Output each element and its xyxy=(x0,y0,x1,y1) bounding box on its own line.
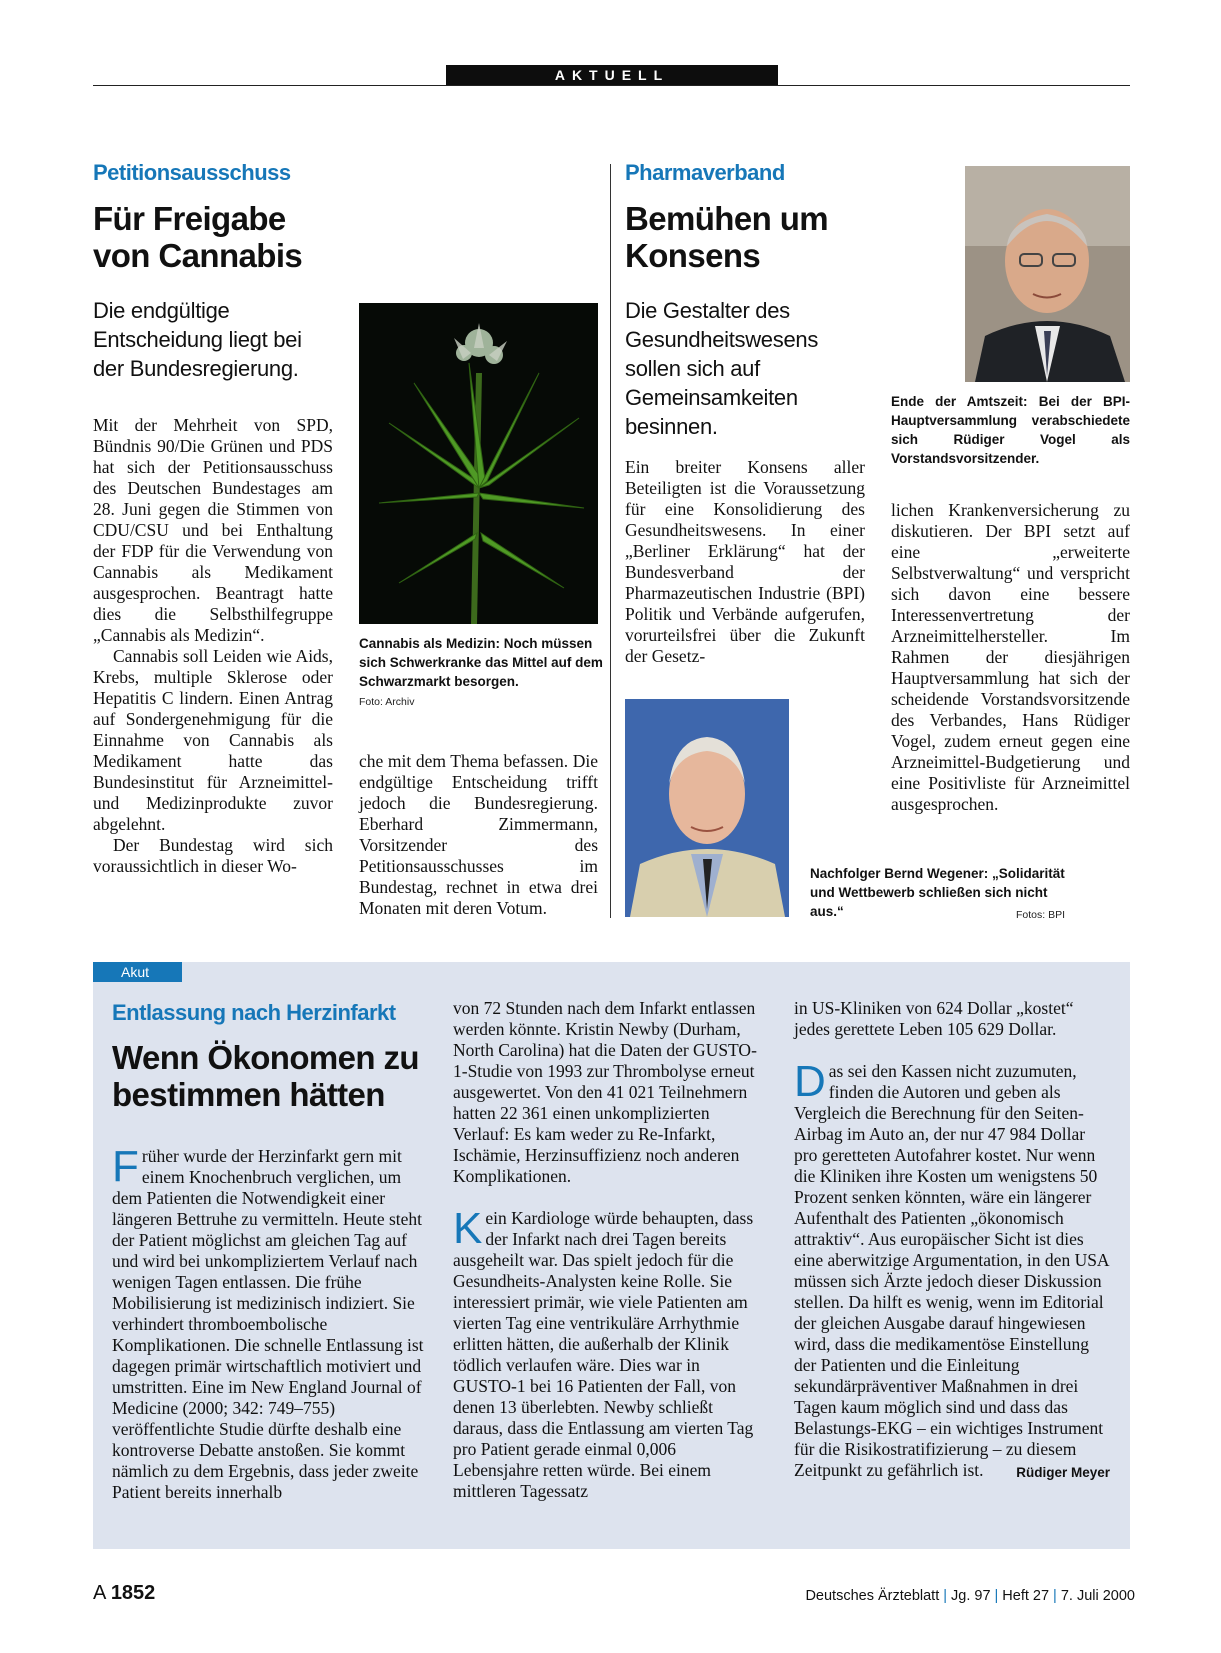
page-number xyxy=(93,1582,155,1605)
portrait-icon xyxy=(965,166,1130,382)
article1-headline xyxy=(93,200,393,274)
article3-col3-p1: in US-Kliniken von 624 Dollar „kostet“ jedes gerettete Leben 105 629 Dollar. xyxy=(794,998,1074,1039)
article1-p1: Mit der Mehrheit von SPD, Bündnis 90/Die Grünen und PDS hat sich der Petitionsausschuss des Deutschen Bundestages am 28. Juni gegen die Stimmen von CDU/CSU und bei Enthaltung der FDP für die Verwendung von Cannabis als Medikament ausgesprochen. Beantragt hatte dies die Selbsthilfegruppe „Cannabis als Medizin“. xyxy=(93,415,333,645)
vogel-portrait-photo xyxy=(965,166,1130,382)
article1-p2: Cannabis soll Leiden wie Aids, Krebs, multiple Sklerose oder Hepatitis C lindern. Einen Antrag auf Sondergenehmigung für die Einnahme von Cannabis als Medikament hatte das Bundesinstitut für Arzneimittel- und Medizinprodukte zuvor abgelehnt. xyxy=(93,646,333,834)
section-label: AKTUELL xyxy=(446,65,778,85)
article3-col1 xyxy=(112,1142,424,1503)
article2-headline-line2: Konsens xyxy=(625,237,761,274)
article3-col2-p1: von 72 Stunden nach dem Infarkt entlassen werden könnte. Kristin Newby (Durham, North Carolina) hat die Daten der GUSTO-1-Studie von 1993 zur Thrombolyse erneut ausgewertet. Von den 41 021 Teilnehmern hatten 22 361 einen unkomplizierten Verlauf: Es kam weder zu Re-Infarkt, Ischämie, Herzinsuffizienz noch anderen Komplikationen. xyxy=(453,998,757,1186)
journal-volume: Jg. 97 xyxy=(951,1588,991,1604)
article1-caption-text: Cannabis als Medizin: Noch müssen sich Schwerkranke das Mittel auf dem Schwarzmarkt besorgen. xyxy=(359,636,603,689)
article3-col3-p2 xyxy=(794,1057,1110,1481)
article3-headline xyxy=(112,1039,432,1113)
journal-date: 7. Juli 2000 xyxy=(1060,1588,1135,1604)
article2-kicker: Pharmaverband xyxy=(625,160,785,185)
article3-col2-text: ein Kardiologe würde behaupten, dass der Infarkt nach drei Tagen bereits ausgeheilt war. Das spielt jedoch für die Gesundheits-Analysten keine Rolle. Sie interessiert primär, wie viele Patienten am vierten Tag eine ventrikuläre Arrhythmie erlitten hätten, die außerhalb der Klinik tödlich verlaufen wäre. Dies war in GUSTO-1 bei 16 Patienten der Fall, von denen 13 überlebten. Newby schließt daraus, dass die Entlassung am vierten Tag pro Patient gerade einmal 0,006 Lebensjahre retten würde. Bei einem mittleren Tagessatz xyxy=(453,1208,754,1501)
article3-col2 xyxy=(453,998,765,1502)
article1-photo-credit: Foto: Archiv xyxy=(359,696,415,708)
article3-col1-text: rüher wurde der Herzinfarkt gern mit einem Knochenbruch verglichen, um dem Patienten die Notwendigkeit einer längeren Bettruhe zu vermitteln. Heute steht der Patient möglichst am gleichen Tag auf und wird bei unkompliziertem Verlauf nach wenigen Tagen entlassen. Die frühe Mobilisierung ist medizinisch indiziert. Sie verhindert thromboembolische Komplikationen. Die schnelle Entlassung ist dagegen primär wirtschaftlich motiviert und umstritten. Eine im New England Journal of Medicine (2000; 342: 749–755) veröffentlichte Studie dürfte deshalb eine kontroverse Debatte anstoßen. Sie kommt nämlich zu dem Ergebnis, dass jeder zweite Patient bereits innerhalb xyxy=(112,1146,424,1502)
page-number-value: 1852 xyxy=(110,1582,156,1604)
article1-col1 xyxy=(93,415,333,877)
journal-issue: Heft 27 xyxy=(1002,1588,1050,1604)
article2-col2-p1: lichen Krankenversicherung zu diskutieren. Der BPI setzt auf eine „erweiterte Selbstverwaltung“ und verspricht sich davon eine bessere Interessenvertretung der Arzneimittelhersteller. Im Rahmen der diesjährigen Hauptversammlung hat sich der scheidende Vorstandsvorsitzende des Verbandes, Hans Rüdiger Vogel, zudem erneut gegen eine Arzneimittel-Budgetierung und eine Positivliste für Arzneimittel ausgesprochen. xyxy=(891,500,1130,814)
column-divider xyxy=(610,164,611,918)
akut-tab: Akut xyxy=(93,962,182,982)
article3-headline-line1: Wenn Ökonomen zu xyxy=(112,1039,419,1076)
dropcap-d: D xyxy=(794,1057,826,1106)
article2-headline xyxy=(625,200,925,274)
author-byline: Rüdiger Meyer xyxy=(1016,1465,1110,1480)
article1-kicker: Petitionsausschuss xyxy=(93,160,291,185)
article3-headline-line2: bestimmen hätten xyxy=(112,1076,385,1113)
cannabis-leaf-icon xyxy=(359,303,598,624)
article2-col2 xyxy=(891,500,1130,815)
article1-col2 xyxy=(359,751,598,919)
article1-col2-p1: che mit dem Thema befassen. Die endgültige Entscheidung trifft jedoch die Bundesregierung. Eberhard Zimmermann, Vorsitzender des Petitionsausschusses im Bundestag, rechnet in etwa drei Monaten mit deren Votum. xyxy=(359,751,598,918)
cannabis-photo xyxy=(359,303,598,624)
article2-caption2 xyxy=(810,864,1065,925)
article1-headline-line1: Für Freigabe xyxy=(93,200,286,237)
journal-footer: Deutsches Ärzteblatt | Jg. 97 | Heft 27 | 7. Juli 2000 xyxy=(805,1588,1135,1604)
dropcap-k: K xyxy=(453,1204,483,1253)
dropcap-f: F xyxy=(112,1142,139,1191)
article1-lede: Die endgültige Entscheidung liegt bei der Bundesregierung. xyxy=(93,298,302,381)
article2-caption1: Ende der Amtszeit: Bei der BPI-Hauptversammlung verabschiedete sich Rüdiger Vogel als Vorstandsvorsitzender. xyxy=(891,394,1130,466)
wegener-portrait-photo xyxy=(625,699,789,917)
article2-photo-credit: Fotos: BPI xyxy=(1015,909,1065,921)
article2-col1 xyxy=(625,457,865,667)
article1-caption xyxy=(359,634,604,712)
article3-kicker: Entlassung nach Herzinfarkt xyxy=(112,1000,396,1025)
page-prefix: A xyxy=(93,1582,106,1604)
article1-p3: Der Bundestag wird sich voraussichtlich in dieser Wo- xyxy=(93,835,333,876)
article3-col1-p1 xyxy=(112,1142,424,1503)
article2-lede: Die Gestalter des Gesundheitswesens sollen sich auf Gemeinsamkeiten besinnen. xyxy=(625,298,819,439)
article3-col2-p2 xyxy=(453,1204,765,1502)
article3-col3-text: as sei den Kassen nicht zuzumuten, finden die Autoren und geben als Vergleich die Berechnung für den Seiten-Airbag im Auto an, der nur 47 984 Dollar pro geretteten Autofahrer kostet. Nur wenn die Kliniken ihre Kosten um wenigstens 50 Prozent senken könnten, wäre ein längerer Aufenthalt des Patienten „ökonomisch attraktiv“. Aus europäischer Sicht ist dies eine aberwitzige Argumentation, in den USA müssen sich Ärzte jedoch dieser Diskussion stellen. Da hilft es wenig, wenn im Editorial der gleichen Ausgabe darauf hingewiesen wird, dass die medikamentöse Einstellung der Patienten und die Einleitung sekundärpräventiver Maßnahmen in drei Tagen kaum möglich sind und dass das Belastungs-EKG – ein wichtiges Instrument für die Risikostratifizierung – zu diesem Zeitpunkt zu gefährlich ist. xyxy=(794,1061,1109,1480)
header-rule xyxy=(93,85,1130,86)
article1-headline-line2: von Cannabis xyxy=(93,237,303,274)
article2-headline-line1: Bemühen um xyxy=(625,200,829,237)
portrait-icon xyxy=(625,699,789,917)
article2-caption2-text: Nachfolger Bernd Wegener: „Solidarität und Wettbewerb schließen sich nicht aus.“ xyxy=(810,866,1065,919)
journal-name: Deutsches Ärzteblatt xyxy=(805,1588,940,1604)
article2-col1-p1: Ein breiter Konsens aller Beteiligten ist die Voraussetzung für eine Konsolidierung des Gesundheitswesens. In einer „Berliner Erklärung“ hat der Bundesverband der Pharmazeutischen Industrie (BPI) Politik und Verbände aufgerufen, vorurteilsfrei über die Zukunft der Gesetz- xyxy=(625,457,865,666)
article3-col3 xyxy=(794,998,1110,1483)
